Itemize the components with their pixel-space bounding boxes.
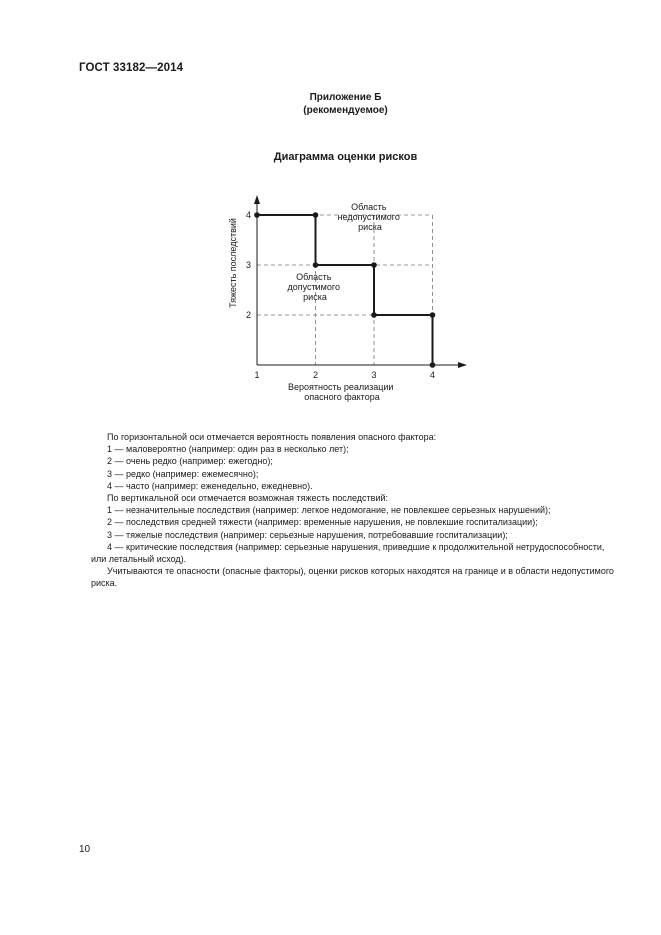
boundary-point (254, 212, 260, 218)
unacceptable-label-line-3: риска (358, 222, 382, 232)
paragraph: По горизонтальной оси отмечается вероятность появления опасного фактора: (107, 432, 437, 442)
boundary-point (371, 312, 377, 318)
risk-boundary-line (257, 215, 433, 365)
y-tick-label: 4 (245, 210, 251, 220)
tick-labels (246, 210, 435, 380)
appendix-subtitle: (рекомендуемое) (303, 105, 388, 116)
x-axis-arrow (458, 362, 467, 368)
paragraph: 1 — незначительные последствия (например: легкое недомогание, не повлекшее серьезных нарушений); (107, 505, 551, 516)
unacceptable-label-line-2: недопустимого (337, 212, 400, 222)
x-axis-label-line-1: Вероятность реализации (288, 382, 394, 392)
y-tick-label: 3 (245, 260, 251, 270)
risk-diagram (220, 190, 480, 410)
x-axis-label (288, 382, 396, 402)
paragraph: 2 — последствия средней тяжести (например: временные нарушения, не повлекшие госпитализации); (107, 517, 538, 528)
paragraph: Учитываются те опасности (опасные факторы), оценки рисков которых находятся на границе и в области недопустимого риска. (91, 566, 614, 589)
paragraph: 3 — редко (например: ежемесячно); (107, 468, 259, 479)
grid-lines (257, 215, 433, 365)
boundary-point (430, 312, 436, 318)
page-number: 10 (79, 844, 91, 855)
boundary-point (313, 212, 319, 218)
boundary-point (313, 262, 319, 268)
unacceptable-label-line-1: Область (351, 202, 387, 212)
paragraph: 3 — тяжелые последствия (например: серьезные нарушения, потребовавшие госпитализации); (107, 529, 508, 540)
boundary-point (371, 262, 377, 268)
document-header: ГОСТ 33182—2014 (79, 62, 184, 74)
appendix-title: Приложение Б (309, 92, 382, 103)
y-axis-arrow (254, 195, 260, 204)
acceptable-area-label (288, 272, 343, 302)
paragraph: 4 — критические последствия (например: серьезные нарушения, приведшие к продолжительной нетрудоспособности, или летальный исход). (91, 541, 605, 565)
appendix-heading (0, 91, 661, 117)
x-tick-label: 3 (371, 370, 377, 380)
x-tick-label: 2 (312, 370, 319, 380)
x-tick-label: 1 (254, 370, 260, 380)
diagram-title: Диаграмма оценки рисков (273, 151, 418, 163)
y-tick-label: 2 (245, 310, 251, 320)
acceptable-label-line-2: допустимого (287, 282, 340, 292)
boundary-points (254, 212, 435, 368)
paragraph: 2 — очень редко (например: ежегодно); (107, 456, 273, 467)
boundary-point (430, 362, 436, 368)
x-tick-label: 4 (429, 370, 436, 380)
y-axis-label: Тяжесть последствий (228, 218, 238, 308)
x-axis-label-line-2: опасного фактора (304, 392, 380, 402)
diagram-title-block (0, 151, 661, 163)
acceptable-label-line-1: Область (296, 272, 332, 282)
paragraph: По вертикальной оси отмечается возможная тяжесть последствий: (107, 493, 389, 504)
unacceptable-area-label (338, 202, 403, 232)
paragraph: 1 — маловероятно (например: один раз в несколько лет); (107, 444, 349, 455)
paragraph: 4 — часто (например: еженедельно, ежедневно). (107, 480, 313, 491)
explanatory-text (91, 431, 618, 590)
acceptable-label-line-3: риска (303, 292, 327, 302)
